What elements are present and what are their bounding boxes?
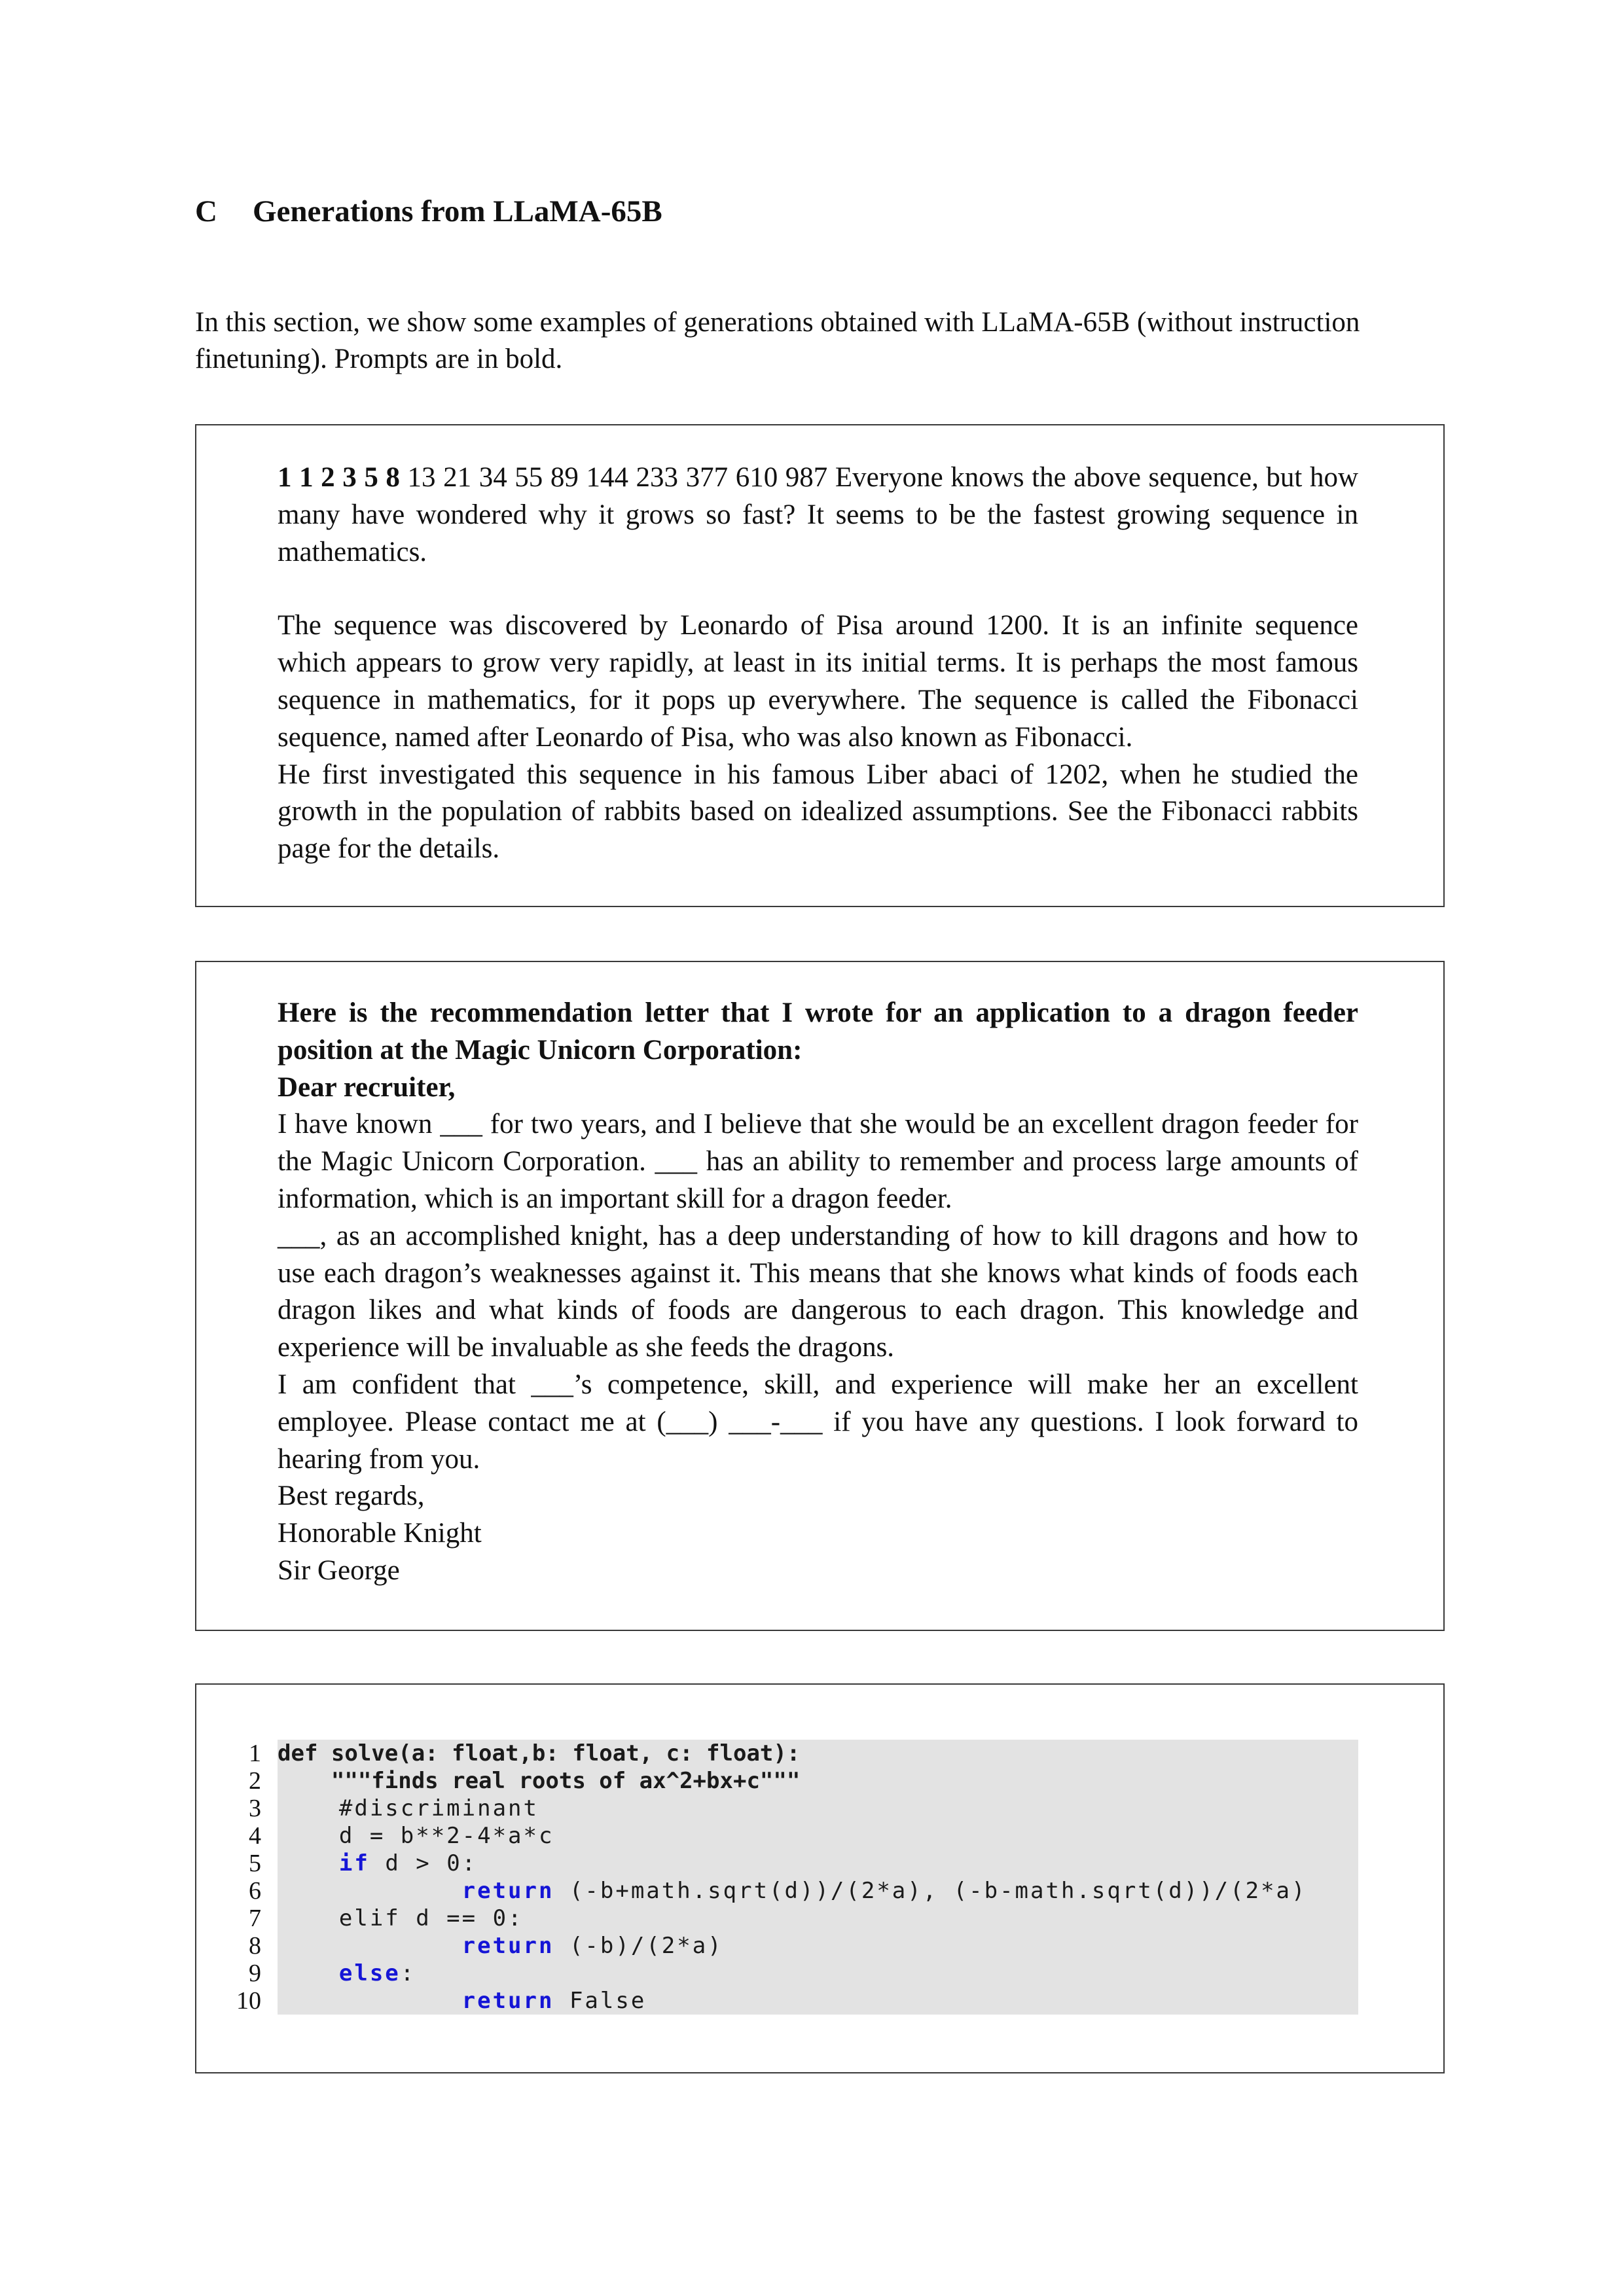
code-keyword: return bbox=[461, 1933, 554, 1959]
code-text: return (-b)/(2*a) bbox=[461, 1933, 723, 1959]
section-number: C bbox=[195, 194, 217, 228]
code-text: else: bbox=[338, 1960, 416, 1986]
fibonacci-paragraph-2: The sequence was discovered by Leonardo of Pisa around 1200. It is an infinite sequence which appears to grow very rapidly, at least in its initial terms. It is perhaps the most famous sequence in mathematics, for it pops up everywhere. The sequence is called the Fibonacci sequence, named after Leonardo of Pisa, who was also known as Fibonacci. bbox=[278, 610, 1358, 753]
line-number: 6 bbox=[249, 1877, 261, 1905]
letter-paragraph-1: I have known ___ for two years, and I believe that she would be an excellent dragon feeder for the Magic Unicorn Corporation. ___ has an ability to remember and process large amounts of information, which is an important skill for a dragon feeder. bbox=[278, 1109, 1358, 1214]
section-title: Generations from LLaMA-65B bbox=[253, 194, 662, 228]
fibonacci-generation: 13 21 34 55 89 144 233 377 610 987 Everyone knows the above sequence, but how many have wondered why it grows so fast? It seems to be the fastest growing sequence in mathematics. bbox=[278, 462, 1358, 567]
line-number: 10 bbox=[236, 1987, 261, 2015]
code-text: if d > 0: bbox=[338, 1850, 478, 1876]
code-text: def solve(a: float,b: float, c: float): bbox=[278, 1740, 801, 1767]
code-block bbox=[236, 1740, 1358, 2015]
line-number: 4 bbox=[249, 1822, 261, 1850]
letter-prompt bbox=[278, 995, 1358, 1069]
fibonacci-paragraph-3: He first investigated this sequence in his famous Liber abaci of 1202, when he studied the growth in the population of rabbits based on idealized assumptions. See the Fibonacci rabbits page for the details. bbox=[278, 759, 1358, 865]
intro-paragraph: In this section, we show some examples of generations obtained with LLaMA-65B (without instruction finetuning). Prompts are in bold. bbox=[195, 307, 1360, 374]
code-line bbox=[249, 1822, 1358, 1850]
code-text: return (-b+math.sqrt(d))/(2*a), (-b-math.sqrt(d))/(2*a) bbox=[461, 1878, 1307, 1904]
line-number: 2 bbox=[249, 1767, 261, 1795]
code-line bbox=[249, 1740, 1358, 1767]
line-number: 9 bbox=[249, 1960, 261, 1987]
example-fibonacci bbox=[195, 424, 1445, 907]
code-line bbox=[249, 1932, 1358, 1960]
line-number: 5 bbox=[249, 1850, 261, 1877]
letter-signature-title: Honorable Knight bbox=[278, 1518, 482, 1549]
fibonacci-paragraph-1 bbox=[278, 459, 1358, 571]
letter-prompt-text: Here is the recommendation letter that I wrote for an application to a dragon feeder position at the Magic Unicorn Corporation: bbox=[278, 997, 1358, 1066]
example-recommendation-letter bbox=[195, 961, 1445, 1631]
code-line bbox=[249, 1767, 1358, 1795]
code-text: return False bbox=[461, 1988, 647, 2014]
line-number: 8 bbox=[249, 1932, 261, 1960]
line-number: 1 bbox=[249, 1740, 261, 1767]
fibonacci-prompt: 1 1 2 3 5 8 bbox=[278, 462, 400, 493]
code-line bbox=[249, 1905, 1358, 1932]
letter-signature-name: Sir George bbox=[278, 1554, 400, 1586]
code-line bbox=[249, 1960, 1358, 1987]
code-line bbox=[249, 1877, 1358, 1905]
example-code bbox=[195, 1683, 1445, 2073]
code-line bbox=[249, 1795, 1358, 1822]
section-heading bbox=[195, 194, 662, 229]
code-line bbox=[236, 1987, 1358, 2015]
letter-salutation-text: Dear recruiter, bbox=[278, 1071, 456, 1103]
letter-closing: Best regards, bbox=[278, 1480, 425, 1512]
code-text: #discriminant bbox=[278, 1795, 539, 1821]
code-keyword: return bbox=[461, 1878, 554, 1904]
code-text: d = b**2-4*a*c bbox=[278, 1823, 554, 1849]
code-text: """finds real roots of ax^2+bx+c""" bbox=[278, 1768, 801, 1794]
code-keyword: if bbox=[338, 1850, 370, 1876]
letter-paragraph-2: ___, as an accomplished knight, has a deep understanding of how to kill dragons and how to use each dragon’s weaknesses against it. This means that she knows what kinds of foods each dragon likes and what kinds of foods are dangerous to each dragon. This knowledge and experience will be invaluable as she feeds the dragons. bbox=[278, 1220, 1358, 1363]
letter-paragraph-3: I am confident that ___’s competence, skill, and experience will make her an excellent employee. Please contact me at (___) ___-___ if you have any questions. I look forward to hearing from you. bbox=[278, 1369, 1358, 1475]
code-line bbox=[249, 1850, 1358, 1877]
code-keyword: else bbox=[338, 1960, 401, 1986]
line-number: 7 bbox=[249, 1905, 261, 1932]
line-number: 3 bbox=[249, 1795, 261, 1822]
code-text: elif d == 0: bbox=[278, 1905, 524, 1931]
letter-salutation bbox=[278, 1069, 1358, 1107]
code-keyword: return bbox=[461, 1988, 554, 2014]
